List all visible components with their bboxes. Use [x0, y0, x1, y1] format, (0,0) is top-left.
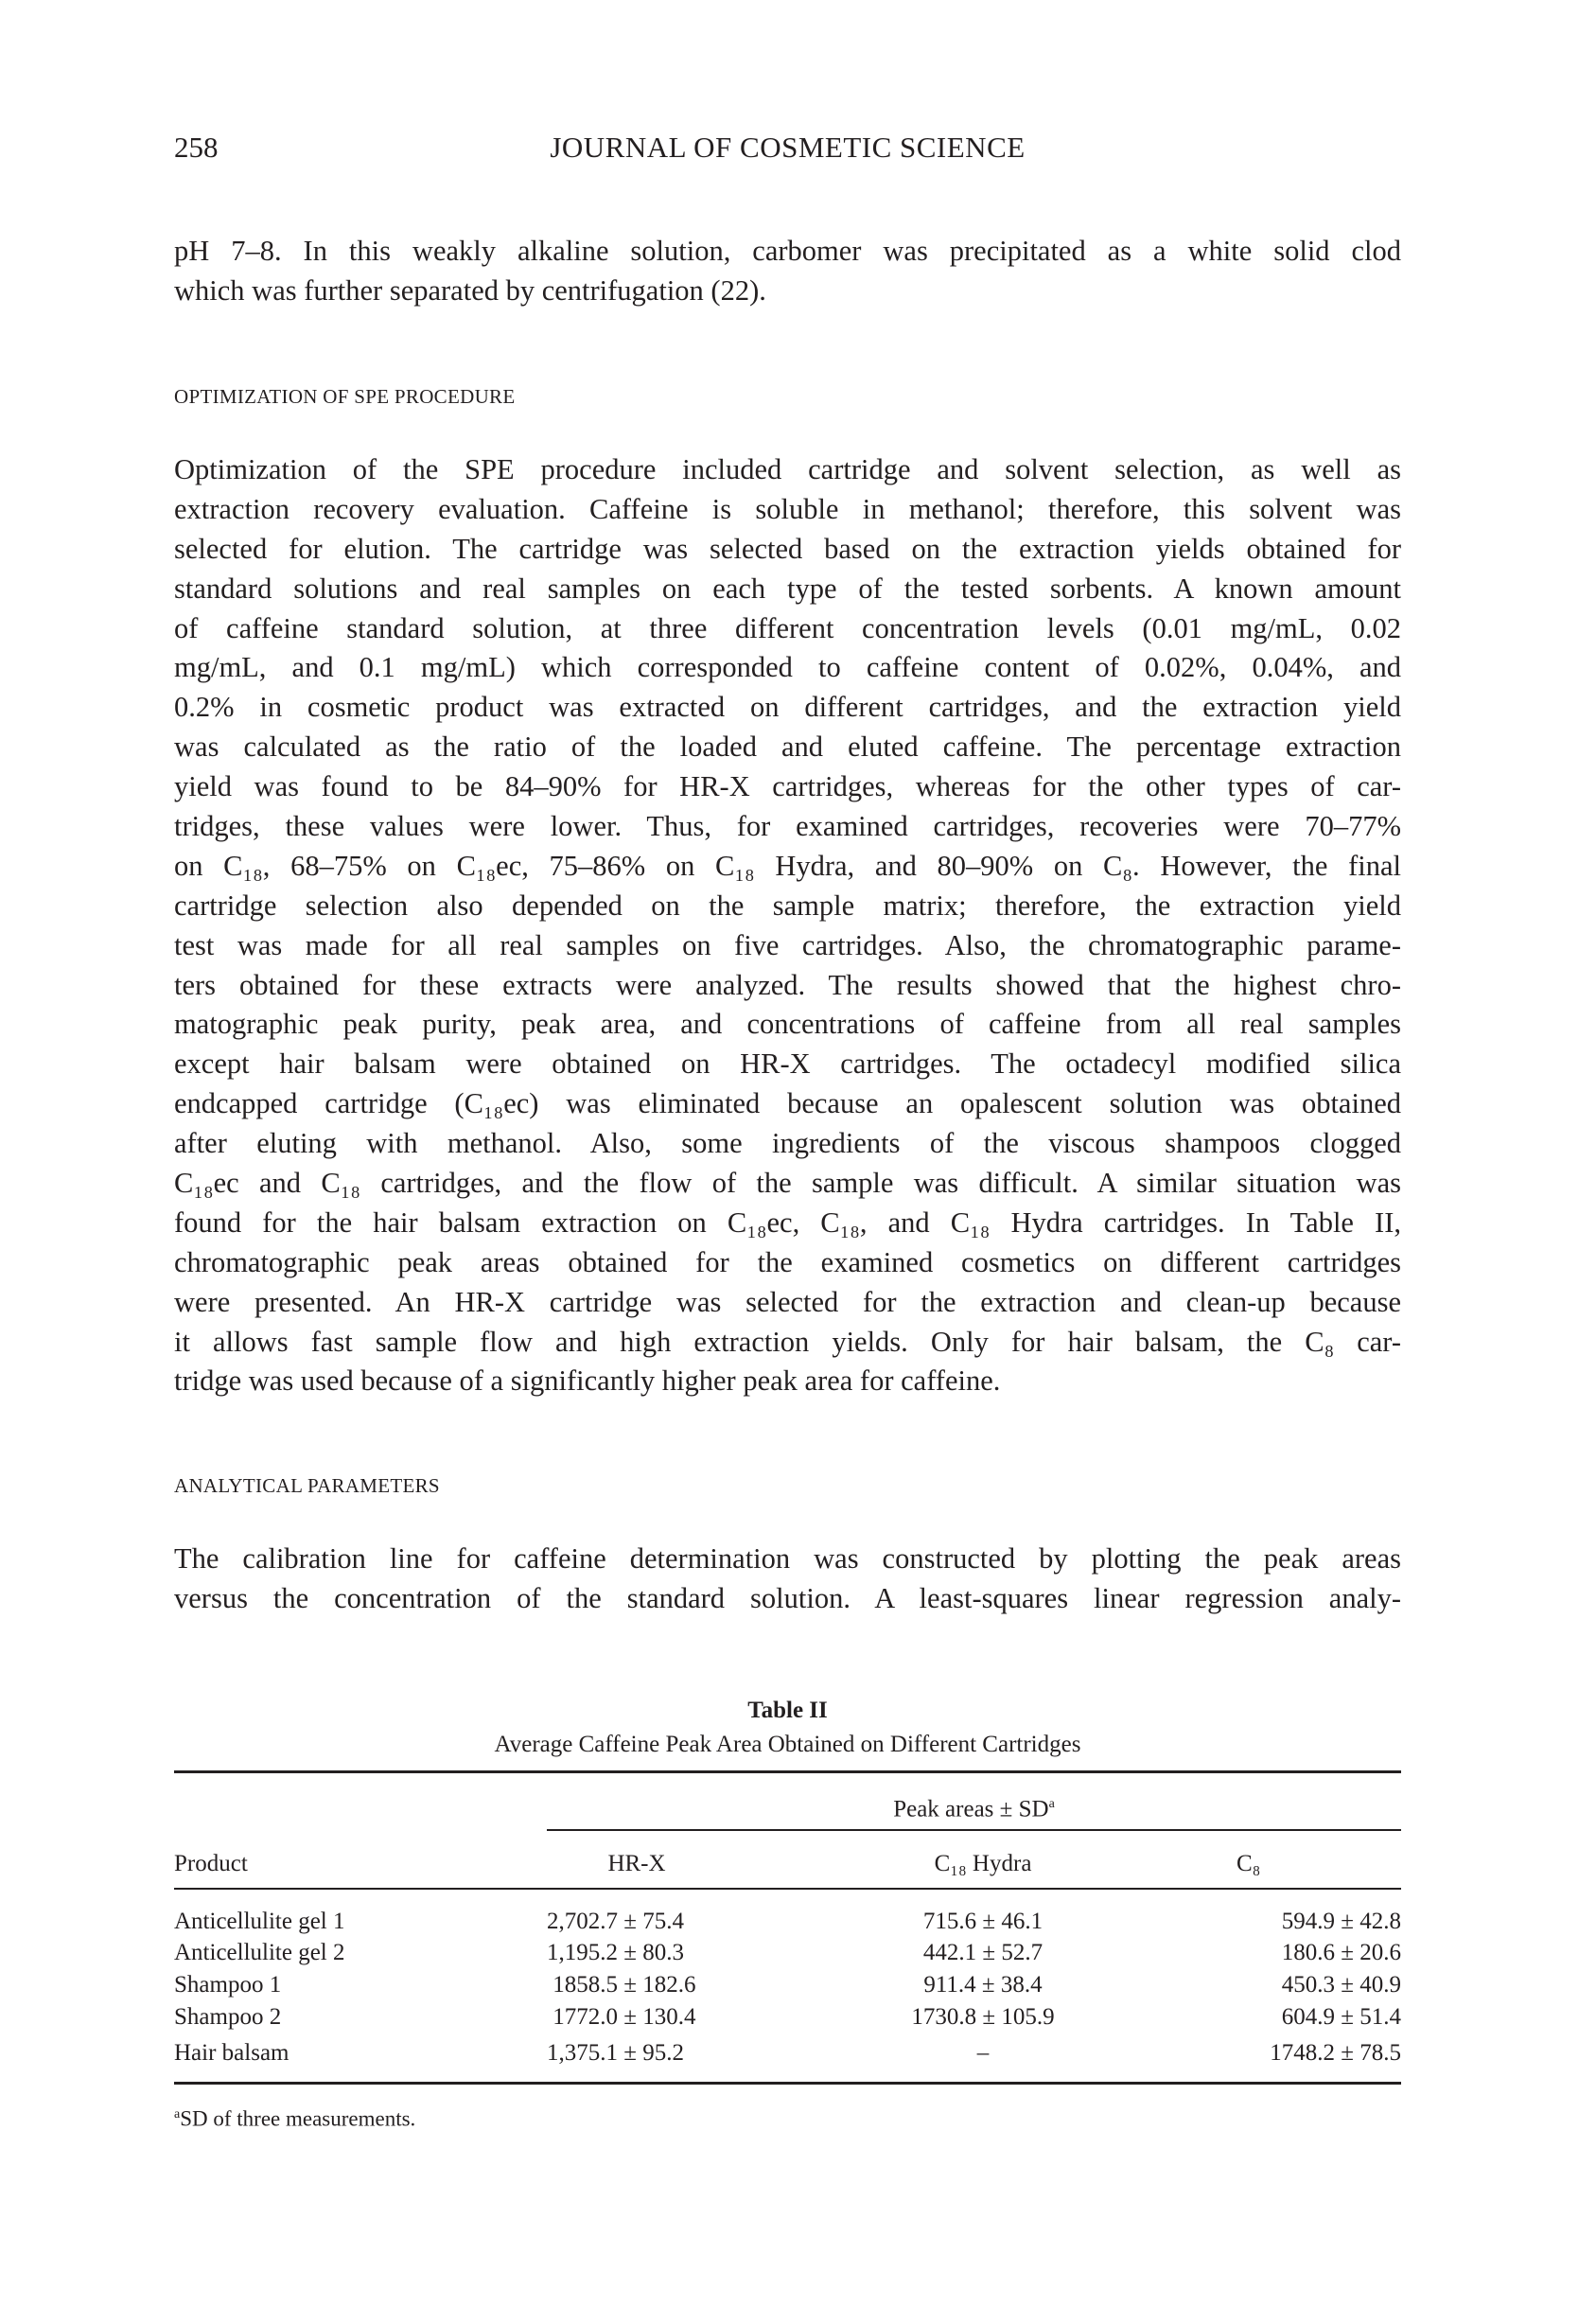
text-line: it allows fast sample flow and high extraction yields. Only for hair balsam, the C₈ car-: [174, 1325, 1401, 1358]
c8-cell: 180.6 ± 20.6: [1281, 1940, 1401, 1965]
hrx-cell: 1858.5 ± 182.6: [547, 1972, 696, 1998]
c18-hydra-cell: 715.6 ± 46.1: [922, 1909, 1044, 1934]
text-line: endcapped cartridge (C₁₈ec) was eliminated because an opalescent solution was obtained: [174, 1087, 1401, 1120]
text-line: yield was found to be 84–90% for HR-X cartridges, whereas for the other types of car-: [174, 770, 1401, 803]
text-line: mg/mL, and 0.1 mg/mL) which corresponded to caffeine content of 0.02%, 0.04%, and: [174, 651, 1401, 684]
hrx-cell: 1772.0 ± 130.4: [547, 2004, 696, 2030]
table-top-rule: [174, 1770, 1401, 1773]
text-line: on C₁₈, 68–75% on C₁₈ec, 75–86% on C₁₈ Hydra, and 80–90% on C₈. However, the final: [174, 849, 1401, 882]
product-cell: Shampoo 1: [174, 1972, 282, 1998]
text-line: 0.2% in cosmetic product was extracted on different cartridges, and the extraction yield: [174, 691, 1401, 724]
col-header-hrx: HR-X: [607, 1851, 666, 1876]
table-footnote: [174, 2101, 415, 2134]
table-ii: [174, 1694, 1401, 2139]
col-header-c18-hydra: C₁₈ Hydra: [934, 1851, 1032, 1876]
table-bottom-rule: [174, 2082, 1401, 2085]
paragraph-continuation: [174, 232, 1401, 311]
journal-title: JOURNAL OF COSMETIC SCIENCE: [550, 131, 1026, 164]
c18-hydra-cell: 911.4 ± 38.4: [923, 1972, 1043, 1998]
text-line: The calibration line for caffeine determination was constructed by plotting the peak areas: [174, 1542, 1401, 1575]
product-cell: Anticellulite gel 2: [174, 1940, 345, 1965]
section-heading-spe: OPTIMIZATION OF SPE PROCEDURE: [174, 385, 516, 408]
text-line: test was made for all real samples on five cartridges. Also, the chromatographic parame-: [174, 928, 1401, 961]
page-number: 258: [174, 131, 219, 164]
text-line: found for the hair balsam extraction on C₁₈ec, C₁₈, and C₁₈ Hydra cartridges. In Table II,: [174, 1206, 1401, 1239]
product-cell: Anticellulite gel 1: [174, 1909, 345, 1934]
col-header-c8: C₈: [1236, 1851, 1261, 1876]
text-line: selected for elution. The cartridge was selected based on the extraction yields obtained for: [174, 532, 1401, 565]
group-header-label: Peak areas ± SD: [893, 1796, 1049, 1822]
group-rule: [547, 1829, 1401, 1831]
text-line: of caffeine standard solution, at three different concentration levels (0.01 mg/mL, 0.02: [174, 611, 1401, 644]
c8-cell: 594.9 ± 42.8: [1281, 1909, 1401, 1934]
text-line: tridge was used because of a significantly higher peak area for caffeine.: [174, 1364, 1001, 1398]
section-heading-analytical: ANALYTICAL PARAMETERS: [174, 1474, 440, 1497]
running-header: [174, 127, 1401, 168]
c8-cell: 1748.2 ± 78.5: [1270, 2040, 1401, 2066]
table-caption: Average Caffeine Peak Area Obtained on Different Cartridges: [494, 1732, 1081, 1757]
text-line: ters obtained for these extracts were analyzed. The results showed that the highest chro-: [174, 968, 1401, 1001]
hrx-cell: 1,375.1 ± 95.2: [547, 2040, 684, 2066]
hrx-cell: 2,702.7 ± 75.4: [547, 1909, 684, 1934]
group-header: [547, 1790, 1401, 1823]
text-line: were presented. An HR-X cartridge was selected for the extraction and clean-up because: [174, 1285, 1401, 1318]
text-line: versus the concentration of the standard solution. A least-squares linear regression analy-: [174, 1581, 1401, 1614]
footnote-text: SD of three measurements.: [180, 2106, 416, 2131]
c18-hydra-cell: 1730.8 ± 105.9: [911, 2004, 1055, 2030]
footnote-ref: a: [1048, 1797, 1055, 1811]
text-line: matographic peak purity, peak area, and concentrations of caffeine from all real samples: [174, 1008, 1401, 1041]
product-cell: Shampoo 2: [174, 2004, 282, 2030]
table-title: Table II: [747, 1698, 828, 1723]
product-cell: Hair balsam: [174, 2040, 289, 2066]
text-line: tridges, these values were lower. Thus, for examined cartridges, recoveries were 70–77%: [174, 810, 1401, 843]
text-line: pH 7–8. In this weakly alkaline solution, carbomer was precipitated as a white solid clod: [174, 235, 1401, 267]
footnote-mark: a: [174, 2107, 181, 2121]
c18-hydra-cell: 442.1 ± 52.7: [922, 1940, 1044, 1965]
text-line: chromatographic peak areas obtained for the examined cosmetics on different cartridges: [174, 1245, 1401, 1278]
text-line: C₁₈ec and C₁₈ cartridges, and the flow of the sample was difficult. A similar situation was: [174, 1167, 1401, 1200]
header-rule: [174, 1888, 1401, 1890]
text-line: standard solutions and real samples on each type of the tested sorbents. A known amount: [174, 572, 1401, 605]
text-line: Optimization of the SPE procedure included cartridge and solvent selection, as well as: [174, 453, 1401, 485]
paragraph-analytical: [174, 1540, 1401, 1619]
text-line: after eluting with methanol. Also, some ingredients of the viscous shampoos clogged: [174, 1127, 1401, 1160]
text-line: which was further separated by centrifugation (22).: [174, 273, 766, 307]
paragraph-spe-optimization: [174, 450, 1401, 1401]
col-header-product: Product: [174, 1851, 248, 1876]
text-line: except hair balsam were obtained on HR-X cartridges. The octadecyl modified silica: [174, 1047, 1401, 1081]
text-line: cartridge selection also depended on the sample matrix; therefore, the extraction yield: [174, 889, 1401, 922]
text-line: was calculated as the ratio of the loaded and eluted caffeine. The percentage extraction: [174, 731, 1401, 764]
c8-cell: 450.3 ± 40.9: [1281, 1972, 1401, 1998]
c18-hydra-cell: –: [976, 2040, 990, 2066]
hrx-cell: 1,195.2 ± 80.3: [547, 1940, 684, 1965]
text-line: extraction recovery evaluation. Caffeine is soluble in methanol; therefore, this solvent was: [174, 492, 1401, 525]
c8-cell: 604.9 ± 51.4: [1281, 2004, 1401, 2030]
